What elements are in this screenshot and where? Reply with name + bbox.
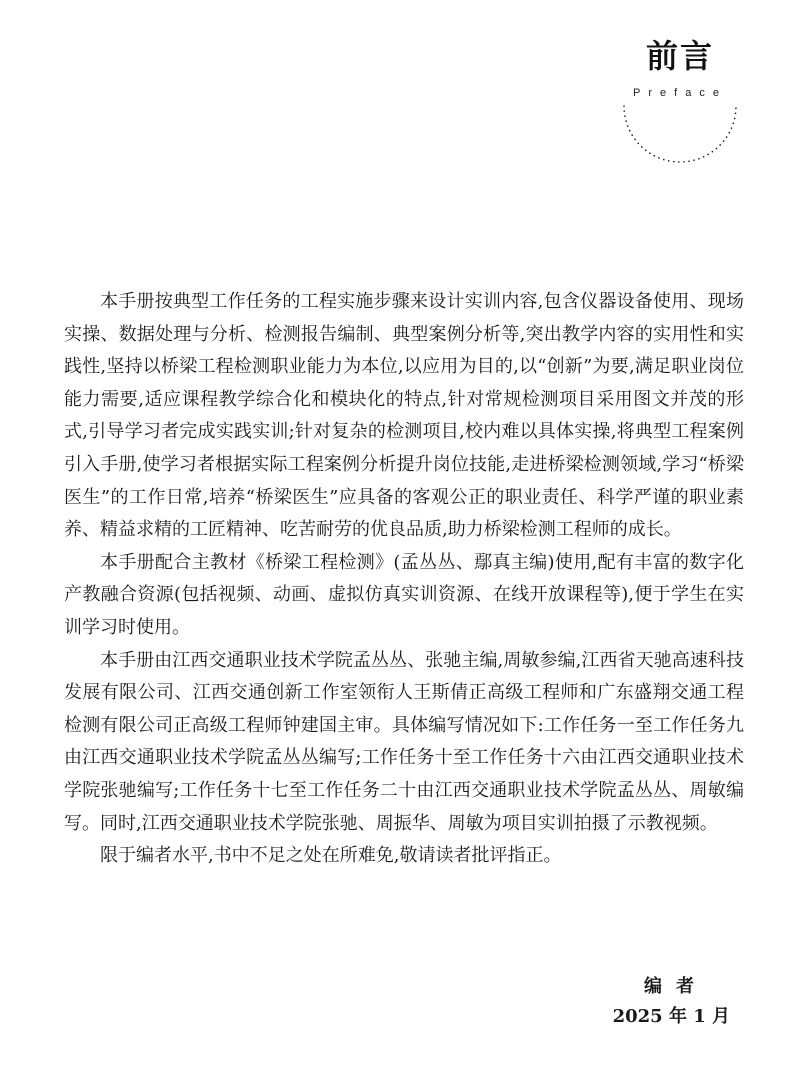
dotted-arc-decoration <box>618 96 742 168</box>
paragraph: 本手册由江西交通职业技术学院孟丛丛、张驰主编,周敏参编,江西省天驰高速科技发展有限公司、江西交通创新工作室领衔人王斯倩正高级工程师和广东盛翔交通工程检测有限公司正高级工程师钟建国主审。具体编写情况如下:工作任务一至工作任务九由江西交通职业技术学院孟丛丛编写;工作任务十至工作任务十六由江西交通职业技术学院张驰编写;工作任务十七至工作任务二十由江西交通职业技术学院孟丛丛、周敏编写。同时,江西交通职业技术学院张驰、周振华、周敏为项目实训拍摄了示教视频。 <box>64 649 744 834</box>
signature-block <box>560 972 730 1032</box>
preface-body <box>64 286 744 873</box>
paragraph: 本手册按典型工作任务的工程实施步骤来设计实训内容,包含仪器设备使用、现场实操、数据处理与分析、检测报告编制、典型案例分析等,突出教学内容的实用性和实践性,坚持以桥梁工程检测职业能力为本位,以应用为目的,以“创新”为要,满足职业岗位能力需要,适应课程教学综合化和模块化的特点,针对常规检测项目采用图文并茂的形式,引导学习者完成实践实训;针对复杂的检测项目,校内难以具体实操,将典型工程案例引入手册,使学习者根据实际工程案例分析提升岗位技能,走进桥梁检测领域,学习“桥梁医生”的工作日常,培养“桥梁医生”应具备的客观公正的职业责任、科学严谨的职业素养、精益求精的工匠精神、吃苦耐劳的优良品质,助力桥梁检测工程师的成长。 <box>64 291 744 541</box>
page-title: 前言 <box>645 37 714 75</box>
paragraph: 本手册配合主教材《桥梁工程检测》(孟丛丛、鄢真主编)使用,配有丰富的数字化产教融合资源(包括视频、动画、虚拟仿真实训资源、在线开放课程等),便于学生在实训学习时使用。 <box>64 551 744 638</box>
paragraph: 限于编者水平,书中不足之处在所难免,敬请读者批评指正。 <box>100 845 562 867</box>
signature-author: 编者 <box>644 976 708 997</box>
page-subtitle: Preface <box>633 87 727 99</box>
signature-date: 2025 年 1 月 <box>612 1006 730 1027</box>
